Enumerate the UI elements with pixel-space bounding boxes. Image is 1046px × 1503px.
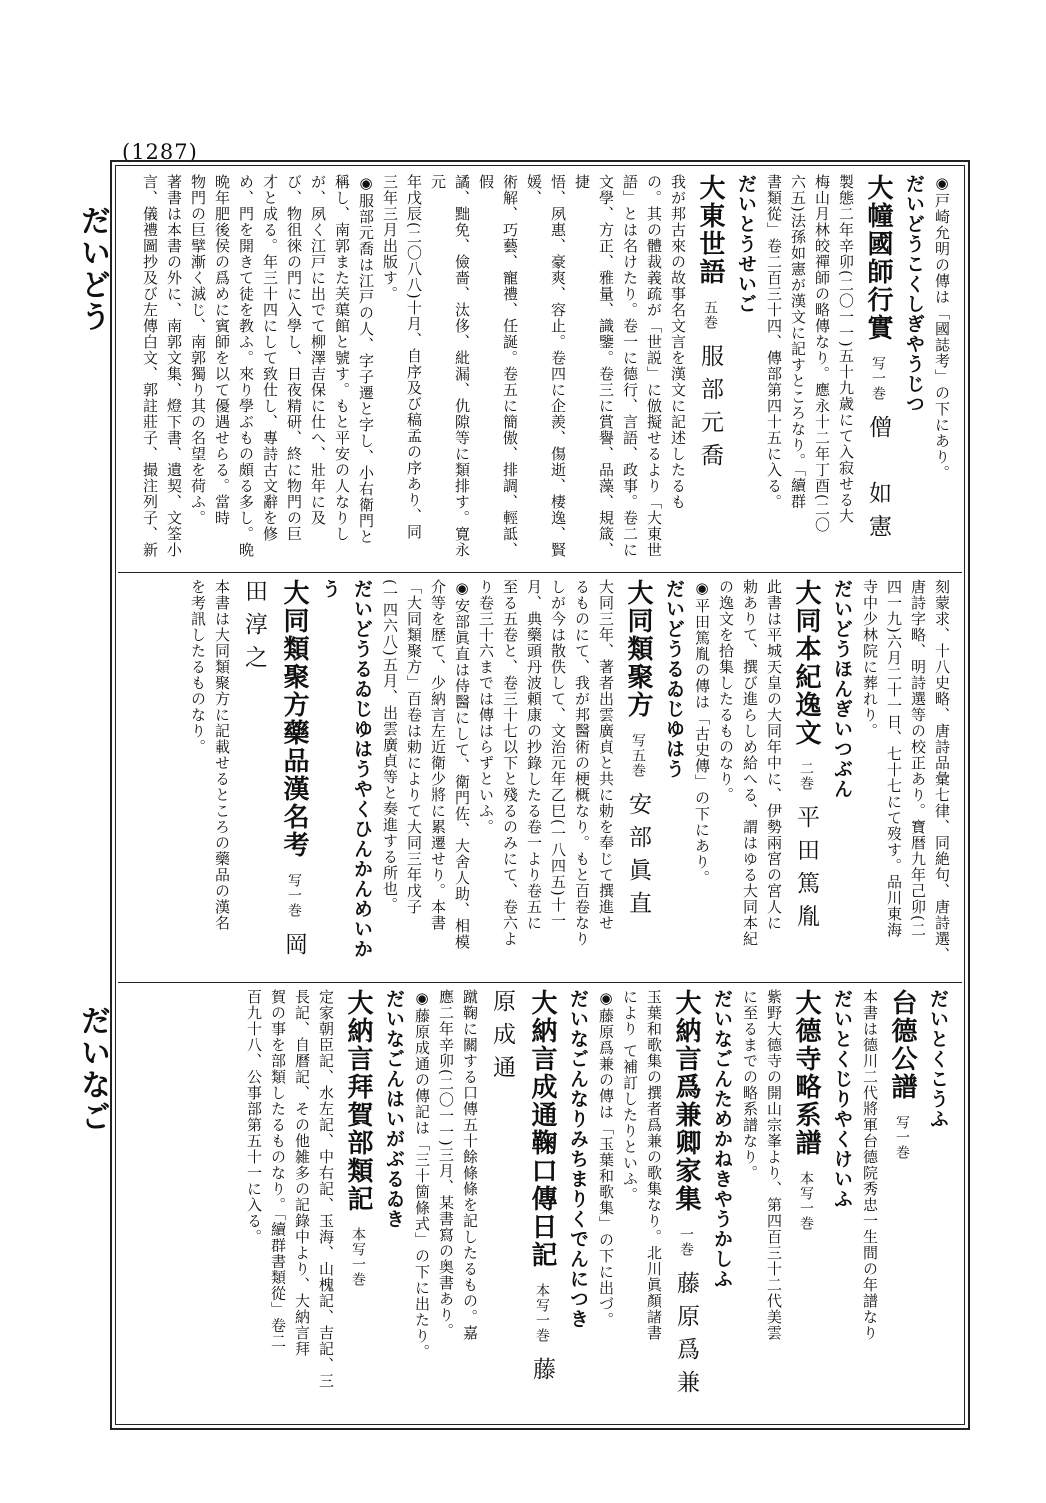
entry-text-line: 語」とは名けたり。卷一に德行、言語、政事。卷二に [621, 174, 639, 558]
entry-text-line: 百九十八、公事部第五十一に入る。 [245, 989, 263, 1245]
entry-text-line: 寺中少林院に葬れり。 [861, 579, 879, 739]
entry-text-line: 梅山月林皎禪師の略傳なり。應永十二年丁酉(二〇 [813, 174, 831, 533]
entry-text-line: を考訊したるものなり。 [189, 579, 207, 755]
section-top [118, 168, 962, 566]
entry-reading: だいとうせいご [735, 174, 757, 314]
entry-title: 大同本紀逸文 [791, 579, 821, 747]
entry-text-line: ◉平田篤胤の傳は「古史傳」の下にあり。 [693, 579, 711, 886]
entry-text-line: 六五)法孫如憲が漢文に記すところなり。「續群 [789, 174, 807, 510]
entry-author: 藤原爲兼 [673, 1271, 699, 1403]
entry-reading: だいなごんはいがぶるゐき [383, 989, 405, 1229]
entry-volume: 写五巻 [630, 733, 646, 778]
page-number: (1287) [122, 140, 198, 164]
entry-volume: 写一巻 [894, 1115, 910, 1160]
entry-text-line: 著書は本書の外に、南郭文集、燈下書、遺契、文筌小 [165, 174, 183, 558]
entry-author: 平田篤胤 [793, 805, 819, 937]
running-head-dainago: だいなご [75, 1005, 110, 1133]
entry-text-line: び、物徂徠の門に入學し、日夜精研、終に物門の巨 [285, 174, 303, 542]
entry-volume: 二巻 [798, 761, 814, 791]
entry-text-line: め、門を開きて徒を教ふ。來り學ぶもの頗る多し。晩 [237, 174, 255, 558]
entry-text-line: 物門の巨擘漸く滅じ、南郭獨り其の名望を荷ふ。 [189, 174, 207, 526]
entry-volume: 一巻 [678, 1227, 694, 1257]
entry-text-line: 悟、夙惠、豪爽、容止。卷四に企羨、傷逝、棲逸、賢媛、 [525, 174, 567, 558]
entry-title-line [786, 989, 826, 1416]
entry-reading: だいどうるゐじゆはう [663, 579, 685, 779]
entry-reading: だいどうるゐじゆはうやくひんかんめいかう [319, 579, 373, 959]
entry-text-line: 稱し、南郭また芙蕖館と號す。もと平安の人なりし [333, 174, 351, 542]
entry-text-line: ◉戸崎允明の傳は「國誌考」の下にあり。 [933, 174, 951, 481]
entry-title-line [882, 989, 922, 1416]
entry-text-line: 此書は平城天皇の大同年中に、伊勢兩宮の宮人に [765, 579, 783, 931]
entry-text-line: 刻蒙求、十八史略、唐詩品彙七律、同絶句、唐詩選、 [933, 579, 951, 963]
entry-text-line: るものにて、我が邦醫術の梗概なり。もと百卷なり [573, 579, 591, 947]
entry-title: 大同類聚方 [623, 579, 653, 719]
entry-text-line: 晩年肥後侯の爲めに賓師を以て優遇せらる。當時 [213, 174, 231, 526]
entry-title: 大幢國師行實 [863, 174, 893, 342]
entry-volume: 写一巻 [870, 356, 886, 401]
entry-author: 安部眞直 [625, 792, 651, 924]
entry-text-line: ◉藤原成通の傳記は「三十箇條式」の下に出たり。 [413, 989, 431, 1360]
entry-title-line [666, 989, 706, 1416]
entry-author: 僧 如憲 [865, 415, 891, 547]
entry-author: 岡田淳之 [241, 579, 307, 965]
entry-text-line: ◉服部元喬は江戸の人、字子遷と字し、小右衛門と [357, 174, 375, 545]
entry-title: 大德寺略系譜 [791, 989, 821, 1157]
entry-volume: 本写一巻 [798, 1171, 814, 1231]
entry-title-line [858, 174, 898, 560]
entry-reading: だいなごんなりみちまりくでんにつき [567, 989, 589, 1329]
entry-volume: 五巻 [702, 300, 718, 330]
entry-author: 服部元喬 [697, 344, 723, 476]
entry-title-line [338, 989, 378, 1416]
entry-title-line [786, 579, 826, 970]
entry-text-line: 賀の事を部類したるものなり。「續群書類從」卷二 [269, 989, 287, 1350]
entry-text-line: 譎、黜免、儉嗇、汰侈、紕漏、仇隙等に類排す。寛永元 [429, 174, 471, 558]
entry-text-line: 介等を歴て、少納言左近衛少將に累遷せり。本書 [429, 579, 447, 931]
entry-text-line: 才と成る。年三十四にして致仕し、專詩古文辭を修 [261, 174, 279, 542]
entry-text-line: 月、典藥頭丹波頼康の抄錄したる卷一より卷五に [525, 579, 543, 931]
section-middle [118, 572, 962, 976]
entry-text-line: 定家朝臣記、水左記、中右記、玉海、山槐記、吉記、三 [317, 989, 335, 1389]
entry-text-line: ◉安部眞直は侍醫にして、衛門佐、大舍人助、相模 [453, 579, 471, 950]
entry-reading: だいとくこうふ [927, 989, 949, 1129]
entry-text-line: ◉藤原爲兼の傳は「玉葉和歌集」の下に出づ。 [597, 989, 615, 1328]
entry-text-line: により て補訂したりといふ。 [621, 989, 639, 1203]
entry-text-line: しが今は散佚して、文治元年乙巳(一八四五)十一 [549, 579, 567, 929]
entry-title: 大同類聚方藥品漢名考 [279, 579, 309, 859]
entry-title: 大納言成通鞠口傳日記 [527, 989, 557, 1269]
entry-text-line: 言、儀禮圖抄及び左傳白文、郭註莊子、撮注列子、新 [141, 174, 159, 558]
entry-volume: 本写一巻 [350, 1227, 366, 1287]
entry-text-line: 蹴鞠に關する口傳五十餘條條を記したるもの。嘉 [461, 989, 479, 1341]
entry-text-line: 至る五卷と、卷三十七以下と殘るのみにて、卷六よ [501, 579, 519, 947]
running-head-daidou: だいどう [75, 205, 110, 333]
entry-reading: だいどうこくしぎやうじつ [903, 174, 925, 414]
entry-text-line: 製態二年辛卯(二〇一一)五十九歳にて入寂せる大 [837, 174, 855, 524]
entry-reading: だいなごんためかねきやうかしふ [711, 989, 733, 1289]
entry-text-line: 三年三月出版す。 [381, 174, 399, 302]
entry-title: 台德公譜 [887, 989, 917, 1101]
entry-text-line: 玉葉和歌集の撰者爲兼の歌集なり。北川眞顏諸書 [645, 989, 663, 1341]
entry-text-line: の逸文を拾集したるものなり。 [717, 579, 735, 803]
page-frame [110, 160, 970, 1430]
entry-text-line: に至るまでの略系譜なり。 [741, 989, 759, 1181]
entry-text-line: (一四六八)五月、出雲廣貞等と奏進する所也。 [381, 579, 399, 913]
entry-text-line: 年戊辰(二〇八八)十月、自序及び稿孟の序あり、同 [405, 174, 423, 540]
entry-text-line: 紫野大德寺の開山宗峯より、第四百三十二代美雲 [765, 989, 783, 1341]
entry-text-line: の。其の體裁義疏が「世説」に倣擬せるより「大東世 [645, 174, 663, 558]
entry-reading: だいとくじりやくけいふ [831, 989, 853, 1209]
entry-volume: 写一巻 [286, 873, 302, 918]
entry-text-line: 我が邦古來の故事名文言を漢文に記述したるも [669, 174, 687, 510]
entry-text-line: 唐詩字略、明詩選等の校正あり。寶暦九年己卯(二 [909, 579, 927, 938]
entry-title-line [482, 989, 562, 1416]
section-bottom [118, 982, 962, 1422]
entry-text-line: が、夙く江戸に出でて柳澤吉保に仕へ、壯年に及 [309, 174, 327, 526]
entry-text-line: 書類從」卷二百三十四、傳部第四十五に入る。 [765, 174, 783, 510]
entry-reading: だいどうほんぎいつぶん [831, 579, 853, 799]
entry-title-line [618, 579, 658, 970]
entry-text-line: 術解、巧藝、寵禮、任誕。卷五に簡傲、排調、輕詆、假 [477, 174, 519, 558]
entry-title: 大東世語 [695, 174, 725, 286]
entry-author: 藤原成通 [489, 989, 555, 1390]
entry-title: 大納言拜賀部類記 [343, 989, 373, 1213]
entry-text-line: 應二年辛卯(二〇一一)三月、某書寫の奥書あり。 [437, 989, 455, 1339]
entry-text-line: 「大同類聚方」百卷は勅によりて大同三年戊子 [405, 579, 423, 915]
entry-text-line: 文學、方正、雅量、識鑒。卷三に賞譽、品藻、規箴、捷 [573, 174, 615, 558]
entry-text-line: 四一九)六月二十一日、七十七にて歿す。品川東海 [885, 579, 903, 938]
entry-text-line: り卷三十六までは傳はらずといふ。 [477, 579, 495, 835]
entry-text-line: 長記、自曆記、その他雑多の記錄中より、大納言拜 [293, 989, 311, 1357]
entry-text-line: 勅ありて、撰び進らしめ給へる、謂はゆる大同本紀 [741, 579, 759, 947]
entry-title: 大納言爲兼卿家集 [671, 989, 701, 1213]
entry-title-line [234, 579, 314, 970]
entry-volume: 本写一巻 [534, 1283, 550, 1343]
entry-text-line: 大同三年、著者出雲廣貞と共に勅を奉じて撰進せ [597, 579, 615, 931]
entry-text-line: 本書は大同類聚方に記載せるところの藥品の漢名 [213, 579, 231, 931]
entry-text-line: 本書は德川二代將軍台德院秀忠一生間の年譜なり [861, 989, 879, 1341]
entry-title-line [690, 174, 730, 560]
